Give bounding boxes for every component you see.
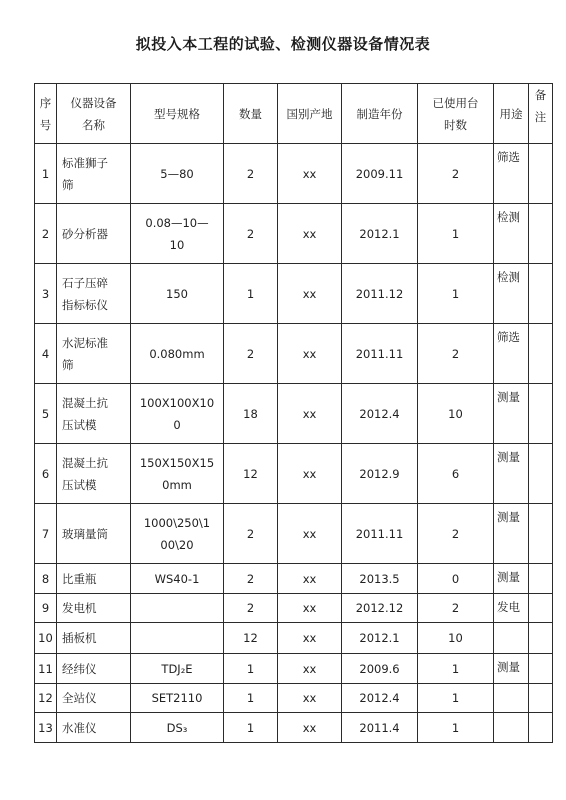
- cell-qty: 2: [224, 564, 278, 594]
- cell-name-line: 混凝土抗: [62, 395, 108, 410]
- cell-model: [131, 324, 224, 384]
- cell-model-line: TDJ₂E: [161, 661, 193, 676]
- cell-usage: 发电: [494, 594, 529, 623]
- cell-note: [529, 504, 553, 564]
- cell-note: [529, 623, 553, 654]
- cell-qty: 2: [224, 594, 278, 623]
- cell-origin: xx: [278, 684, 342, 713]
- cell-year: 2011.4: [342, 713, 418, 743]
- cell-name-line: 经纬仪: [62, 661, 97, 676]
- cell-model-line: 00\20: [160, 537, 194, 552]
- header-usage: 用途: [494, 84, 529, 144]
- cell-hours: 2: [418, 594, 494, 623]
- cell-model: [131, 594, 224, 623]
- header-note-line-1: 备: [534, 88, 547, 102]
- cell-note: [529, 204, 553, 264]
- header-index-line-2: 号: [39, 117, 52, 132]
- cell-note: [529, 324, 553, 384]
- cell-name-line: 石子压碎: [62, 275, 108, 290]
- table-row: [35, 504, 553, 564]
- cell-name: [57, 324, 131, 384]
- cell-usage: 测量: [494, 384, 529, 444]
- cell-name: [57, 594, 131, 623]
- header-hours-line-2: 时数: [444, 117, 467, 132]
- cell-usage: 筛选: [494, 324, 529, 384]
- cell-year: 2011.11: [342, 324, 418, 384]
- cell-origin: xx: [278, 654, 342, 684]
- cell-model-line: 1000\250\1: [143, 515, 211, 530]
- cell-year: 2012.4: [342, 384, 418, 444]
- header-note-line-2: 注: [534, 110, 547, 124]
- cell-origin: xx: [278, 324, 342, 384]
- cell-note: [529, 264, 553, 324]
- cell-origin: xx: [278, 264, 342, 324]
- cell-origin: xx: [278, 504, 342, 564]
- table-row: [35, 684, 553, 713]
- cell-origin: xx: [278, 204, 342, 264]
- cell-model: [131, 444, 224, 504]
- cell-usage: 测量: [494, 564, 529, 594]
- cell-index: 3: [35, 264, 57, 324]
- cell-hours: 1: [418, 684, 494, 713]
- cell-name-line: 筛: [62, 357, 74, 372]
- cell-qty: 1: [224, 654, 278, 684]
- cell-name-line: 发电机: [62, 601, 97, 615]
- equipment-table-body: [35, 144, 553, 743]
- cell-year: 2013.5: [342, 564, 418, 594]
- header-year: 制造年份: [342, 84, 418, 144]
- cell-model: [131, 684, 224, 713]
- cell-model-line: SET2110: [151, 691, 203, 705]
- header-hours: [418, 84, 494, 144]
- cell-name: [57, 444, 131, 504]
- cell-note: [529, 144, 553, 204]
- cell-note: [529, 594, 553, 623]
- table-row: [35, 654, 553, 684]
- header-model: 型号规格: [131, 84, 224, 144]
- table-row: [35, 324, 553, 384]
- cell-qty: 2: [224, 504, 278, 564]
- cell-note: [529, 564, 553, 594]
- cell-origin: xx: [278, 623, 342, 654]
- header-origin: 国别产地: [278, 84, 342, 144]
- cell-name-line: 玻璃量筒: [62, 526, 108, 541]
- cell-qty: 1: [224, 264, 278, 324]
- cell-qty: 12: [224, 444, 278, 504]
- table-row: [35, 713, 553, 743]
- table-row: [35, 594, 553, 623]
- cell-origin: xx: [278, 144, 342, 204]
- cell-model: [131, 564, 224, 594]
- cell-origin: xx: [278, 384, 342, 444]
- cell-index: 6: [35, 444, 57, 504]
- cell-note: [529, 684, 553, 713]
- cell-index: 2: [35, 204, 57, 264]
- cell-hours: 1: [418, 264, 494, 324]
- cell-index: 11: [35, 654, 57, 684]
- cell-usage: 筛选: [494, 144, 529, 204]
- cell-name-line: 标准狮子: [62, 155, 108, 170]
- cell-model-line: 150X150X15: [139, 455, 215, 470]
- cell-note: [529, 654, 553, 684]
- cell-index: 13: [35, 713, 57, 743]
- cell-hours: 2: [418, 504, 494, 564]
- cell-name-line: 水泥标准: [62, 335, 108, 350]
- cell-hours: 2: [418, 324, 494, 384]
- cell-name: [57, 564, 131, 594]
- cell-index: 1: [35, 144, 57, 204]
- cell-index: 10: [35, 623, 57, 654]
- cell-model: [131, 144, 224, 204]
- cell-model-line: DS₃: [166, 720, 188, 735]
- cell-hours: 6: [418, 444, 494, 504]
- table-row: [35, 264, 553, 324]
- cell-name-line: 压试模: [62, 417, 97, 432]
- cell-model: [131, 204, 224, 264]
- cell-name: [57, 713, 131, 743]
- cell-hours: 1: [418, 713, 494, 743]
- cell-model-line: 0: [173, 417, 181, 432]
- cell-year: 2012.4: [342, 684, 418, 713]
- cell-usage: [494, 713, 529, 743]
- cell-name-line: 全站仪: [62, 691, 97, 705]
- cell-hours: 2: [418, 144, 494, 204]
- cell-name: [57, 504, 131, 564]
- cell-hours: 0: [418, 564, 494, 594]
- cell-name: [57, 654, 131, 684]
- cell-name: [57, 384, 131, 444]
- cell-index: 5: [35, 384, 57, 444]
- cell-origin: xx: [278, 594, 342, 623]
- equipment-table: [34, 83, 553, 743]
- cell-model-line: 10: [169, 237, 185, 252]
- table-row: [35, 144, 553, 204]
- header-index-line-1: 序: [39, 95, 52, 110]
- cell-name-line: 混凝土抗: [62, 455, 108, 470]
- cell-qty: 2: [224, 324, 278, 384]
- document-title: 拟投入本工程的试验、检测仪器设备情况表: [135, 35, 431, 53]
- cell-year: 2012.1: [342, 204, 418, 264]
- cell-year: 2009.6: [342, 654, 418, 684]
- header-qty: 数量: [224, 84, 278, 144]
- table-row: [35, 564, 553, 594]
- cell-year: 2011.11: [342, 504, 418, 564]
- cell-model-line: WS40-1: [154, 571, 200, 586]
- cell-note: [529, 384, 553, 444]
- cell-model-line: 150: [166, 286, 188, 301]
- cell-index: 12: [35, 684, 57, 713]
- cell-name: [57, 144, 131, 204]
- cell-usage: [494, 623, 529, 654]
- table-row: [35, 384, 553, 444]
- cell-name: [57, 204, 131, 264]
- cell-model-line: 0mm: [162, 477, 192, 492]
- cell-model: [131, 264, 224, 324]
- cell-year: 2012.1: [342, 623, 418, 654]
- cell-qty: 1: [224, 684, 278, 713]
- cell-model-line: 0.080mm: [149, 346, 205, 361]
- cell-qty: 2: [224, 204, 278, 264]
- cell-origin: xx: [278, 713, 342, 743]
- cell-qty: 18: [224, 384, 278, 444]
- cell-note: [529, 444, 553, 504]
- cell-origin: xx: [278, 444, 342, 504]
- cell-usage: 检测: [494, 264, 529, 324]
- cell-usage: 测量: [494, 504, 529, 564]
- cell-usage: 测量: [494, 654, 529, 684]
- cell-hours: 10: [418, 623, 494, 654]
- table-row: [35, 444, 553, 504]
- header-name-line-2: 名称: [82, 117, 105, 132]
- header-name-line-1: 仪器设备: [70, 95, 117, 110]
- cell-name: [57, 623, 131, 654]
- table-row: [35, 204, 553, 264]
- header-name: [57, 84, 131, 144]
- cell-origin: xx: [278, 564, 342, 594]
- cell-name-line: 砂分析器: [62, 226, 108, 241]
- cell-qty: 2: [224, 144, 278, 204]
- cell-hours: 1: [418, 654, 494, 684]
- cell-qty: 12: [224, 623, 278, 654]
- header-hours-line-1: 已使用台: [432, 95, 479, 110]
- cell-model: [131, 713, 224, 743]
- cell-usage: 测量: [494, 444, 529, 504]
- cell-name-line: 指标标仪: [62, 297, 108, 312]
- header-index: [35, 84, 57, 144]
- cell-index: 7: [35, 504, 57, 564]
- header-note: [529, 84, 553, 144]
- cell-note: [529, 713, 553, 743]
- cell-model-line: 5—80: [160, 166, 194, 181]
- cell-usage: 检测: [494, 204, 529, 264]
- cell-name: [57, 264, 131, 324]
- header-row: [35, 84, 553, 144]
- cell-hours: 10: [418, 384, 494, 444]
- cell-year: 2012.12: [342, 594, 418, 623]
- cell-model: [131, 623, 224, 654]
- cell-usage: [494, 684, 529, 713]
- cell-model: [131, 504, 224, 564]
- cell-year: 2012.9: [342, 444, 418, 504]
- cell-name-line: 插板机: [62, 631, 97, 645]
- cell-hours: 1: [418, 204, 494, 264]
- table-row: [35, 623, 553, 654]
- cell-year: 2009.11: [342, 144, 418, 204]
- cell-year: 2011.12: [342, 264, 418, 324]
- cell-model: [131, 384, 224, 444]
- cell-name-line: 筛: [62, 177, 74, 192]
- cell-qty: 1: [224, 713, 278, 743]
- cell-name-line: 水准仪: [62, 720, 97, 735]
- cell-model-line: 0.08—10—: [145, 215, 209, 230]
- cell-name: [57, 684, 131, 713]
- cell-index: 8: [35, 564, 57, 594]
- cell-name-line: 压试模: [62, 477, 97, 492]
- cell-model: [131, 654, 224, 684]
- cell-name-line: 比重瓶: [62, 571, 97, 586]
- cell-model-line: 100X100X10: [139, 395, 215, 410]
- cell-index: 9: [35, 594, 57, 623]
- cell-index: 4: [35, 324, 57, 384]
